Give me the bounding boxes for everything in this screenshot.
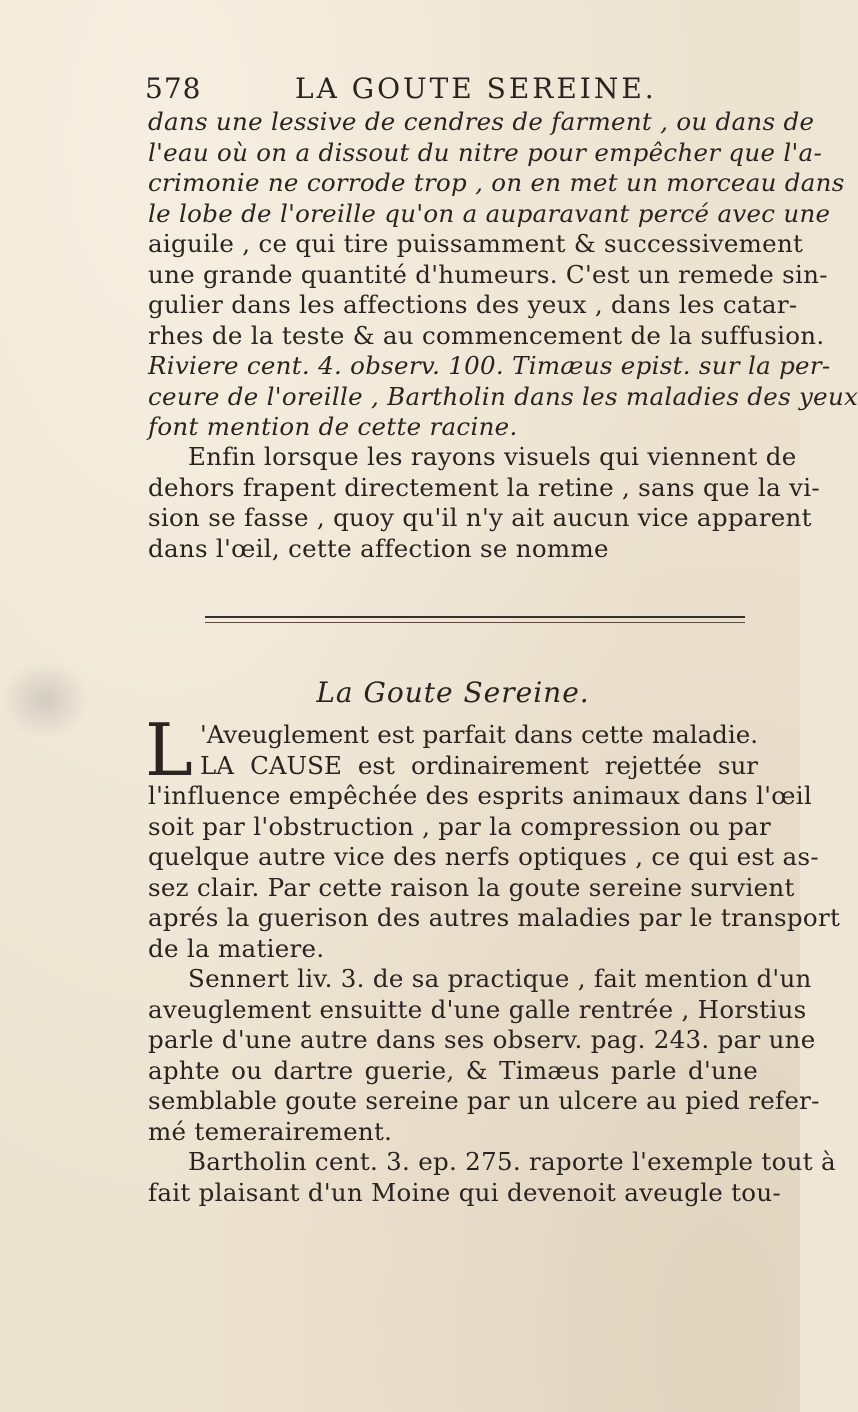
text-line: sion se fasse , quoy qu'il n'y ait aucun vice apparent <box>148 503 812 532</box>
text-line: quelque autre vice des nerfs optiques , ce qui est as- <box>148 842 819 871</box>
text-line: dans l'œil, cette affection se nomme <box>148 533 609 563</box>
text-line: une grande quantité d'humeurs. C'est un remede sin- <box>148 259 828 289</box>
text-line: le lobe de l'oreille qu'on a auparavant percé avec une <box>148 198 831 228</box>
text-line: rhes de la teste & au commencement de la suffusion. <box>148 320 825 350</box>
section-paragraph-cause <box>148 781 841 964</box>
text-line: Riviere cent. 4. observ. 100. Timæus epist. sur la per- <box>148 351 831 380</box>
text-line: crimonie ne corrode trop , on en met un morceau dans <box>148 168 845 197</box>
section-paragraph-bartholin <box>148 1147 836 1208</box>
text-line: fait plaisant d'un Moine qui devenoit aveugle tou- <box>148 1177 781 1207</box>
paragraph-enfin <box>148 442 820 564</box>
text-line: Sennert liv. 3. de sa practique , fait mention d'un <box>188 964 812 993</box>
text-line: aiguile , ce qui tire puissamment & successivement <box>148 229 804 258</box>
text-line: aveuglement ensuitte d'une galle rentrée , Horstius <box>148 994 807 1024</box>
text-line: font mention de cette racine. <box>148 412 518 441</box>
page-number: 578 <box>145 72 202 105</box>
text-line: gulier dans les affections des yeux , dans les catar- <box>148 290 798 319</box>
text-line: dehors frapent directement la retine , sans que la vi- <box>148 472 820 502</box>
drop-cap: L <box>145 708 193 792</box>
text-line: sez clair. Par cette raison la goute sereine survient <box>148 872 795 902</box>
text-line: l'influence empêchée des esprits animaux dans l'œil <box>148 781 813 810</box>
text-line: l'eau où on a dissout du nitre pour empêcher que l'a- <box>148 137 823 167</box>
text-line: Enfin lorsque les rayons visuels qui viennent de <box>188 442 797 471</box>
page-header <box>145 72 755 110</box>
text-line: parle d'une autre dans ses observ. pag. 243. par une <box>148 1025 816 1054</box>
running-head: LA GOUTE SEREINE. <box>295 72 657 105</box>
text-line: aphte ou dartre guerie, & Timæus parle d'une <box>148 1055 758 1085</box>
text-line: 'Aveuglement est parfait dans cette maladie. <box>200 720 758 749</box>
text-line: mé temerairement. <box>148 1116 393 1146</box>
text-line: de la matiere. <box>148 933 325 963</box>
text-line: ceure de l'oreille , Bartholin dans les maladies des yeux <box>148 381 858 411</box>
text-line: Bartholin cent. 3. ep. 275. raporte l'exemple tout à <box>188 1147 836 1176</box>
text-line: semblable goute sereine par un ulcere au pied refer- <box>148 1086 820 1115</box>
text-line: soit par l'obstruction , par la compression ou par <box>148 811 772 841</box>
continued-paragraph <box>148 107 858 443</box>
text-line: dans une lessive de cendres de farment , ou dans de <box>148 107 815 136</box>
section-title: La Goute Sereine. <box>316 676 590 709</box>
text-line: LA CAUSE est ordinairement rejettée sur <box>200 750 758 780</box>
text-line: aprés la guerison des autres maladies par le transport <box>148 903 841 932</box>
section-paragraph-sennert <box>148 964 820 1147</box>
section-opening <box>200 720 758 781</box>
section-rule <box>205 616 745 623</box>
paper-stain <box>0 660 90 740</box>
